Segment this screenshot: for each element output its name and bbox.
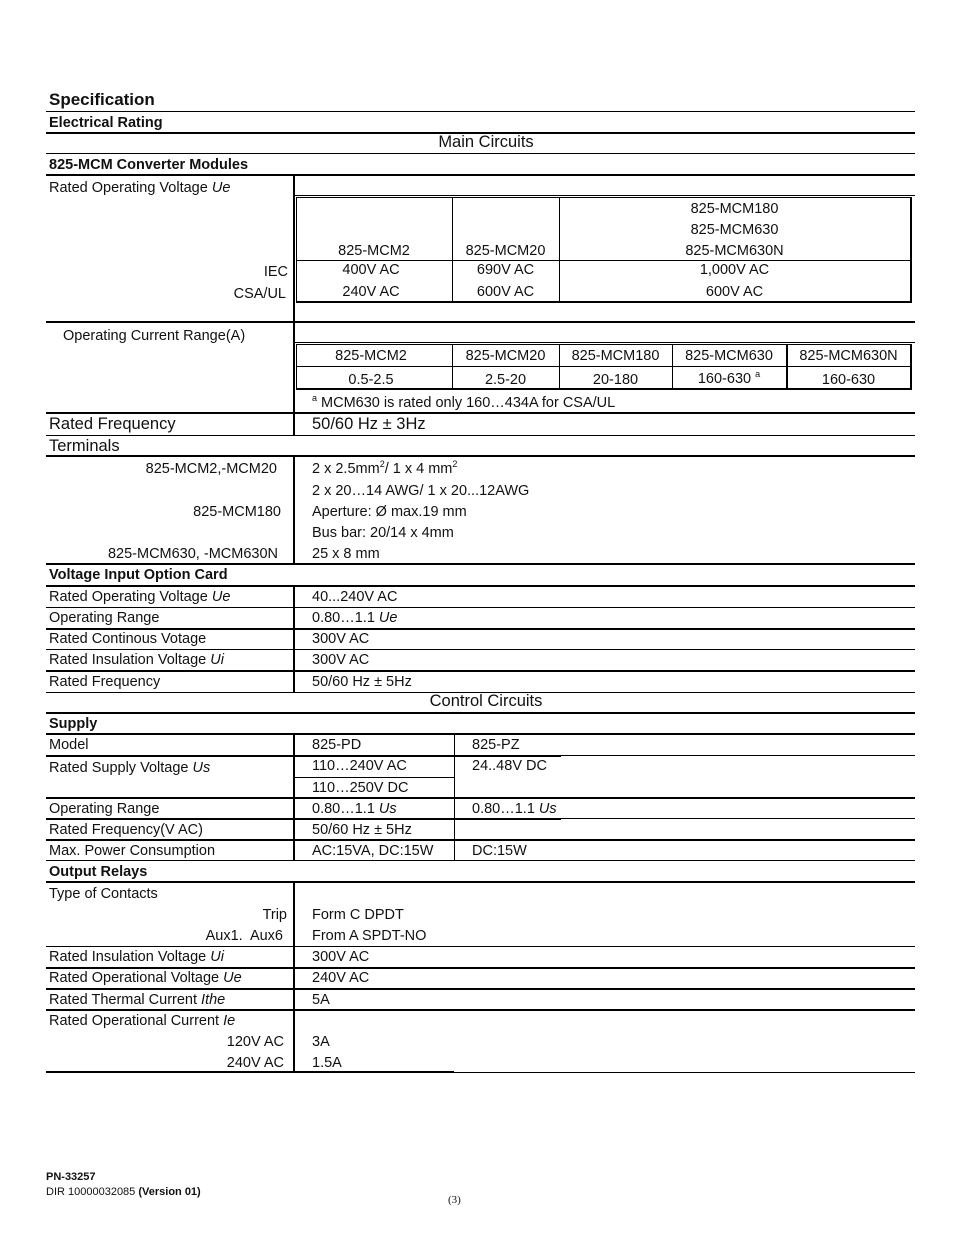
rule (46, 111, 915, 112)
trip-label: Trip (262, 907, 287, 923)
current-model: 825-MCM20 (465, 348, 546, 364)
terminal-left: 825-MCM630, -MCM630N (107, 546, 278, 562)
trip-value: Form C DPDT (312, 907, 404, 923)
terminal-right: 2 x $2.5mm^2/$ 1 x 4 $mm^2$ (312, 459, 458, 477)
rule (46, 174, 915, 176)
rated-frequency-label: Rated Frequency (49, 415, 176, 433)
current-value: 160-630 (821, 372, 876, 388)
rule (46, 607, 915, 608)
type-contacts-label: Type of Contacts (49, 886, 158, 902)
rule (561, 818, 915, 819)
pz-voltage: 24..48V DC (472, 758, 547, 774)
vi-label: Operating Range (49, 610, 160, 626)
rule (46, 712, 915, 714)
rule (294, 195, 915, 196)
rule (454, 1072, 915, 1073)
model-header: 825-MCM630 (690, 222, 779, 238)
document-id: DIR 10000032085 (Version 01) (46, 1186, 201, 1198)
page-number: (3) (448, 1194, 461, 1206)
v120-value: 3A (312, 1034, 330, 1050)
pd-power: AC:15VA, DC:15W (312, 843, 434, 859)
converter-modules-heading: 825-MCM Converter Modules (49, 157, 249, 173)
terminal-right: Bus bar: 20/14 x 4mm (312, 525, 454, 541)
riv-label: Rated Insulation Voltage Ui (49, 949, 224, 965)
rtc-label: Rated Thermal Current Ithe (49, 992, 226, 1008)
rule (46, 988, 915, 990)
vi-label: Rated Insulation Voltage Ui (49, 652, 224, 668)
rule (46, 412, 915, 414)
rov-label: Rated Operational Voltage Ue (49, 970, 242, 986)
rule (46, 818, 561, 820)
model-header: 825-MCM180 (690, 201, 779, 217)
output-relays-heading: Output Relays (49, 864, 148, 880)
rule (46, 585, 915, 587)
opr-label: Operating Range (49, 801, 160, 817)
rule (294, 342, 915, 343)
terminal-right: Aperture: Ø max.19 mm (312, 504, 467, 520)
iec-label: IEC (263, 264, 288, 280)
rule (46, 946, 915, 947)
vi-value: 0.80…1.1 Ue (312, 610, 398, 626)
column-divider (293, 586, 295, 693)
model-header: 825-MCM20 (465, 243, 546, 259)
rated-frequency-value: 50/60 Hz ± 3Hz (312, 415, 426, 433)
terminal-left: 825-MCM2,-MCM20 (145, 461, 277, 477)
footnote: $^a$ MCM630 is rated only 160…434A for CSA/UL (312, 393, 616, 411)
rule (46, 321, 915, 323)
rule (46, 670, 915, 672)
terminal-left: 825-MCM180 (193, 504, 281, 520)
csaul-label: CSA/UL (233, 286, 286, 302)
v240-label: 240V AC (226, 1055, 284, 1071)
column-divider (293, 413, 295, 435)
current-model: 825-MCM2 (335, 348, 407, 364)
vi-value: 300V AC (312, 652, 370, 668)
pz-model: 825-PZ (472, 737, 520, 753)
power-label: Max. Power Consumption (49, 843, 216, 859)
column-divider (293, 883, 295, 1073)
pz-power: DC:15W (472, 843, 527, 859)
column-divider (293, 175, 295, 413)
page-title: Specification (49, 90, 155, 109)
rule (46, 1009, 915, 1011)
op-current-label: Operating Current Range(A) (63, 328, 246, 344)
csaul-value: 240V AC (342, 284, 400, 300)
rule (46, 435, 915, 436)
csaul-value: 600V AC (476, 284, 535, 300)
vi-value: 40...240V AC (312, 589, 398, 605)
aux-value: From A SPDT-NO (312, 928, 427, 944)
rule (46, 649, 915, 650)
supply-heading: Supply (49, 716, 98, 732)
roc-label: Rated Operational Current Ie (49, 1013, 236, 1029)
pd-opr: 0.80…1.1 Us (312, 801, 397, 817)
rule (46, 733, 915, 735)
terminals-label: Terminals (49, 437, 120, 455)
terminal-right: 2 x 20…14 AWG/ 1 x 20...12AWG (312, 483, 530, 499)
pd-freq: 50/60 Hz ± 5Hz (312, 822, 412, 838)
pd-voltage-dc: 110…250V DC (312, 780, 409, 796)
column-divider (293, 456, 295, 563)
rule (294, 777, 454, 778)
rule (46, 455, 915, 457)
control-circuits-heading: Control Circuits (429, 692, 543, 710)
rule (46, 797, 915, 799)
csaul-value: 600V AC (705, 284, 764, 300)
rtc-value: 5A (312, 992, 330, 1008)
current-model: 825-MCM630N (799, 348, 898, 364)
section-electrical-rating: Electrical Rating (49, 115, 163, 131)
part-number: PN-33257 (46, 1171, 96, 1183)
rov-value: 240V AC (312, 970, 370, 986)
rule (46, 1071, 454, 1073)
rule (296, 366, 910, 367)
v120-label: 120V AC (226, 1034, 284, 1050)
v240-value: 1.5A (312, 1055, 342, 1071)
freq-label: Rated Frequency(V AC) (49, 822, 203, 838)
current-model: 825-MCM180 (571, 348, 660, 364)
rule (561, 755, 915, 756)
iec-value: 400V AC (342, 262, 400, 278)
current-value: 20-180 (592, 372, 639, 388)
pz-opr: 0.80…1.1 Us (472, 801, 557, 817)
rule (46, 153, 915, 154)
rule (46, 881, 915, 883)
rsv-label: Rated Supply Voltage Us (49, 760, 211, 776)
rated-op-voltage-label: Rated Operating Voltage Ue (49, 180, 231, 196)
vi-value: 50/60 Hz ± 5Hz (312, 674, 412, 690)
model-header: 825-MCM630N (685, 243, 784, 259)
current-value: 2.5-20 (484, 372, 527, 388)
iec-value: 1,000V AC (699, 262, 770, 278)
rule (46, 860, 915, 861)
vi-label: Rated Operating Voltage Ue (49, 589, 231, 605)
aux-label: Aux1. Aux6 (205, 928, 283, 944)
current-value: 0.5-2.5 (348, 372, 394, 388)
terminal-right: 25 x 8 mm (312, 546, 380, 562)
current-model: 825-MCM630 (685, 348, 773, 364)
main-circuits-heading: Main Circuits (438, 133, 534, 151)
vi-label: Rated Continous Votage (49, 631, 207, 647)
riv-value: 300V AC (312, 949, 370, 965)
rule (46, 563, 915, 565)
model-header: 825-MCM2 (338, 243, 410, 259)
pd-model: 825-PD (312, 737, 362, 753)
rule (46, 839, 915, 841)
iec-value: 690V AC (476, 262, 535, 278)
vi-value: 300V AC (312, 631, 370, 647)
pd-voltage: 110…240V AC (312, 758, 407, 774)
model-label: Model (49, 737, 89, 753)
vi-label: Rated Frequency (49, 674, 161, 690)
voltage-input-heading: Voltage Input Option Card (49, 567, 228, 583)
current-value: 160-630 $^a$ (697, 369, 761, 387)
